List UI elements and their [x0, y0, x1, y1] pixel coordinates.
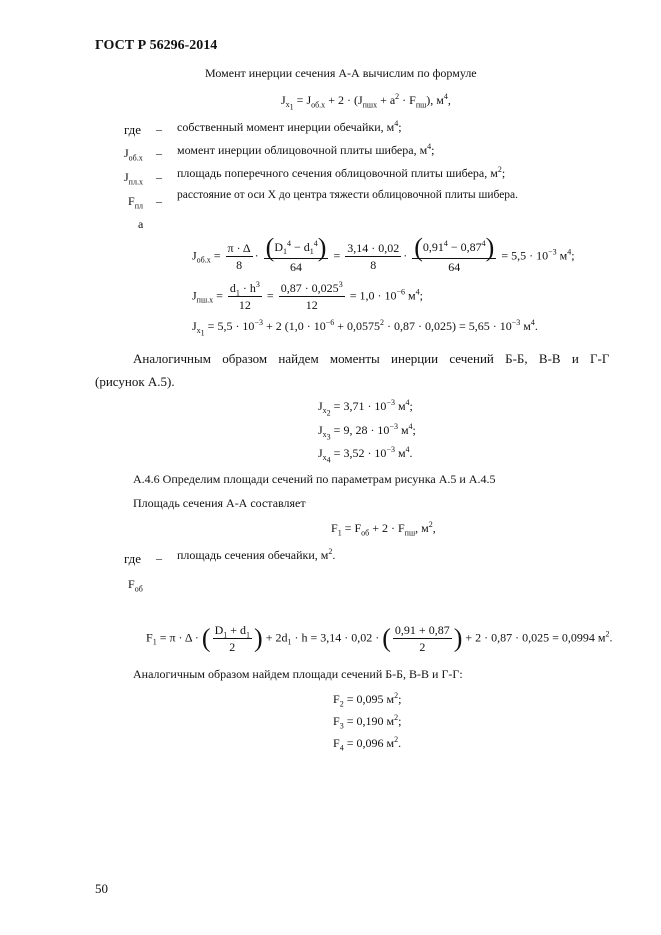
legend-symbol: a	[138, 217, 144, 231]
legend-desc: площадь поперечного сечения облицовочной плиты шибера, $м^2$;	[177, 165, 506, 180]
legend-where: где	[124, 551, 142, 566]
legend-desc: площадь сечения обечайки, $м^2$.	[177, 547, 336, 562]
area-intro: Площадь сечения А-А составляет	[133, 496, 306, 510]
document-header: ГОСТ Р 56296-2014	[95, 38, 218, 53]
moment-item: $J_{x_4} = 3,52 \cdot 10^{-3}$ $м^4$.	[318, 445, 413, 465]
legend-symbol: $F_{об}$	[128, 577, 143, 594]
moment-item: $J_{x_3} = 9$, $28 \cdot 10^{-3}$ $м^4$;	[318, 422, 416, 442]
section-heading: А.4.6 Определим площади сечений по параметрам рисунка А.5 и А.4.5	[133, 472, 496, 486]
page-number: 50	[95, 881, 108, 896]
main-formula: $J_{x_1} = J_{об.х} + 2 \cdot (J_{пшх} + a^2 \cdot F_{пш})$, $м^4$,	[281, 92, 451, 112]
legend-dash: –	[156, 194, 162, 208]
area-formula: $F_1 = F_{об} + 2 \cdot F_{пш}$, $м^2$,	[331, 520, 436, 538]
legend-dash: –	[156, 170, 162, 184]
legend-symbol: $F_{пл}$	[128, 194, 143, 211]
area-item: $F_2 = 0,095$ $м^2$;	[333, 691, 402, 709]
moment-item: $J_{x_2} = 3,71 \cdot 10^{-3}$ $м^4$;	[318, 398, 413, 418]
area-item: $F_3 = 0,190$ $м^2$;	[333, 713, 402, 731]
calc-inertia-total: $J_{x_1} = 5,5 \cdot 10^{-3} + 2$ $(1,0 \cdot 10^{-6} + 0,0575^2 \cdot 0,87 \cdot 0,025) = 5,65 \cdot 10^{-3}$ $м^4$.	[192, 318, 538, 338]
legend-desc: момент инерции облицовочной плиты шибера, $м^4$;	[177, 142, 435, 157]
legend-desc: расстояние от оси Х до центра тяжести облицовочной плиты шибера.	[177, 189, 519, 201]
paragraph-areas: Аналогичным образом найдем площади сечений Б-Б, В-В и Г-Г:	[133, 667, 463, 681]
legend-symbol: $J_{пл.х}$	[124, 170, 143, 187]
calc-inertia-plate: $J_{пш.х}$ = $\frac{d_1 \cdot h^3}{12}$ = $\frac{0,87 \cdot 0,025^3}{12}$ = $1,0 \cdot 10^{-6}$ $м^4$;	[192, 280, 423, 312]
intro-text: Момент инерции сечения А-А вычислим по формуле	[205, 66, 477, 80]
area-calc: $F_1 = \pi \cdot \Delta$ · ( $\frac{D_1 + d_1}{2}$ ) + $2d_1 \cdot h = 3,14 \cdot 0,02$ · ( $\frac{0,91 + 0,87}{2}$ ) + 2 · 0,87 · 0,025 = 0,0994 $м^2$.	[146, 623, 613, 654]
legend-where: где	[124, 122, 142, 137]
paragraph-inertia: Аналогичным образом найдем моменты инерции сечений Б-Б, В-В и Г-Г	[133, 351, 610, 366]
legend-desc: собственный момент инерции обечайки, $м^4$;	[177, 119, 402, 134]
legend-dash: –	[156, 551, 162, 565]
calc-inertia-shell: $J_{об.х}$ = $\frac{\pi \cdot \Delta}{8}$ · $\frac{(D_1^4 - d_1^4)}{64}$ = $\frac{3,14 \cdot 0,02}{8}$ · $\frac{(0,91^4 - 0,87^4)}{64}$ = $5,5 \cdot 10^{-3}$ $м^4$;	[192, 233, 575, 274]
legend-dash: –	[156, 122, 162, 136]
legend-dash: –	[156, 146, 162, 160]
area-item: $F_4 = 0,096$ $м^2$.	[333, 735, 402, 753]
legend-symbol: $J_{об.х}$	[124, 146, 143, 163]
paragraph-inertia-cont: (рисунок А.5).	[95, 374, 175, 389]
